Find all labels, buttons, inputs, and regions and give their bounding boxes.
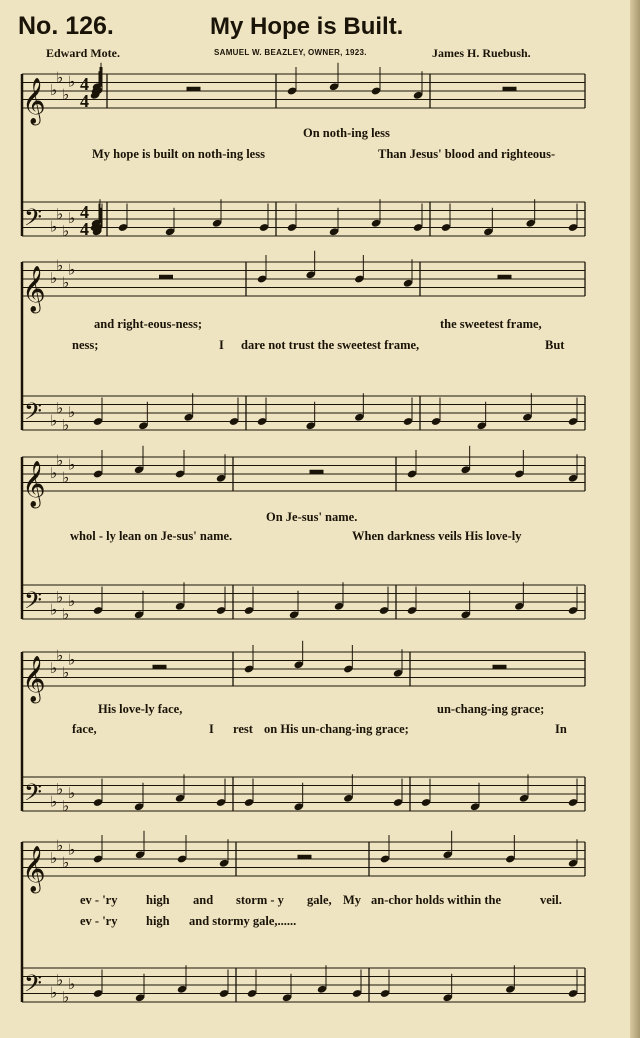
key-signature-flat: ♭	[50, 81, 58, 99]
lyric-line: gale,	[307, 893, 332, 907]
lyric-line: whol - ly lean on Je-sus' name.	[70, 529, 233, 543]
key-signature-flat: ♭	[50, 600, 58, 619]
lyric-line: I	[209, 722, 214, 736]
lyric-line: un-chang-ing grace;	[437, 702, 545, 716]
bass-time-signature-top: 4	[80, 202, 89, 222]
bass-clef: 𝄢	[24, 969, 43, 1003]
lyric-line: face,	[72, 722, 97, 736]
lyric-line: the sweetest frame,	[440, 317, 542, 331]
key-signature-flat: ♭	[50, 411, 58, 430]
composer-credit: James H. Ruebush.	[432, 46, 531, 60]
lyric-line: His love-ly face,	[98, 702, 183, 716]
whole-rest	[493, 665, 507, 669]
lyric-line: On noth-ing less	[303, 126, 390, 140]
lyric-line: rest	[233, 722, 253, 736]
bass-clef: 𝄢	[24, 203, 43, 237]
key-signature-flat: ♭	[68, 455, 76, 474]
hymn-title: My Hope is Built.	[210, 13, 404, 40]
key-signature-flat: ♭	[50, 464, 58, 482]
lyric-line: veil.	[540, 893, 562, 907]
key-signature-flat: ♭	[68, 975, 76, 993]
key-signature-flat: ♭	[62, 796, 70, 815]
lyric-line: an-chor holds within the	[371, 893, 502, 907]
whole-rest	[153, 665, 167, 669]
lyric-line: ev - 'ry	[80, 893, 118, 907]
key-signature-flat: ♭	[56, 204, 64, 223]
key-signature-flat: ♭	[56, 646, 64, 665]
whole-rest	[498, 275, 512, 279]
treble-time-signature-bottom: 4	[80, 91, 89, 111]
lyric-line: In	[555, 722, 567, 736]
key-signature-flat: ♭	[68, 72, 76, 91]
bass-clef: 𝄢	[24, 778, 43, 812]
key-signature-flat: ♭	[68, 592, 76, 610]
lyric-line: On Je-sus' name.	[266, 510, 358, 524]
key-signature-flat: ♭	[62, 468, 70, 487]
key-signature-flat: ♭	[56, 68, 64, 87]
treble-clef: 𝄞	[22, 78, 46, 124]
key-signature-flat: ♭	[68, 403, 76, 421]
lyricist-credit: Edward Mote.	[46, 46, 120, 60]
key-signature-flat: ♭	[62, 663, 70, 682]
key-signature-flat: ♭	[50, 269, 58, 287]
key-signature-flat: ♭	[56, 779, 64, 798]
key-signature-flat: ♭	[68, 209, 76, 227]
key-signature-flat: ♭	[56, 836, 64, 855]
bass-clef: 𝄢	[24, 397, 43, 431]
key-signature-flat: ♭	[62, 221, 70, 240]
lyric-line: But	[545, 338, 565, 352]
lyric-line: ness;	[72, 338, 99, 352]
treble-clef: 𝄞	[22, 656, 46, 702]
bass-time-signature-bottom: 4	[80, 219, 89, 239]
lyric-line: I	[219, 338, 224, 352]
key-signature-flat: ♭	[50, 983, 58, 1002]
key-signature-flat: ♭	[50, 792, 58, 811]
key-signature-flat: ♭	[62, 853, 70, 872]
whole-rest	[298, 855, 312, 859]
treble-clef: 𝄞	[22, 846, 46, 892]
key-signature-flat: ♭	[56, 970, 64, 989]
whole-rest	[310, 470, 324, 474]
whole-rest	[503, 87, 517, 91]
key-signature-flat: ♭	[56, 451, 64, 470]
lyric-line: Than Jesus' blood and righteous-	[378, 147, 556, 161]
key-signature-flat: ♭	[50, 659, 58, 677]
key-signature-flat: ♭	[56, 256, 64, 275]
copyright-notice: SAMUEL W. BEAZLEY, OWNER, 1923.	[214, 48, 367, 57]
treble-clef: 𝄞	[22, 266, 46, 312]
lyric-line: storm - y	[236, 893, 284, 907]
lyric-line: high	[146, 893, 170, 907]
lyric-line: high	[146, 914, 170, 928]
key-signature-flat: ♭	[62, 273, 70, 292]
treble-clef: 𝄞	[22, 461, 46, 507]
treble-time-signature-top: 4	[80, 74, 89, 94]
key-signature-flat: ♭	[68, 784, 76, 802]
lyric-line: ev - 'ry	[80, 914, 118, 928]
lyric-line: and right-eous-ness;	[94, 317, 202, 331]
hymn-number: No. 126.	[18, 12, 114, 40]
key-signature-flat: ♭	[68, 650, 76, 669]
lyric-line: and stormy gale,......	[189, 914, 297, 928]
key-signature-flat: ♭	[62, 415, 70, 434]
lyric-line: My	[343, 893, 362, 907]
key-signature-flat: ♭	[50, 849, 58, 867]
lyric-line: dare not trust the sweetest frame,	[241, 338, 420, 352]
key-signature-flat: ♭	[68, 840, 76, 859]
lyric-line: When darkness veils His love-ly	[352, 529, 522, 543]
key-signature-flat: ♭	[62, 987, 70, 1006]
key-signature-flat: ♭	[50, 217, 58, 236]
key-signature-flat: ♭	[68, 260, 76, 279]
lyric-line: and	[193, 893, 214, 907]
lyric-line: on His un-chang-ing grace;	[264, 722, 409, 736]
lyric-line: My hope is built on noth-ing less	[92, 147, 265, 161]
key-signature-flat: ♭	[56, 398, 64, 417]
key-signature-flat: ♭	[62, 604, 70, 623]
key-signature-flat: ♭	[62, 85, 70, 104]
whole-rest	[159, 275, 173, 279]
bass-clef: 𝄢	[24, 586, 43, 620]
whole-rest	[187, 87, 201, 91]
key-signature-flat: ♭	[56, 587, 64, 606]
